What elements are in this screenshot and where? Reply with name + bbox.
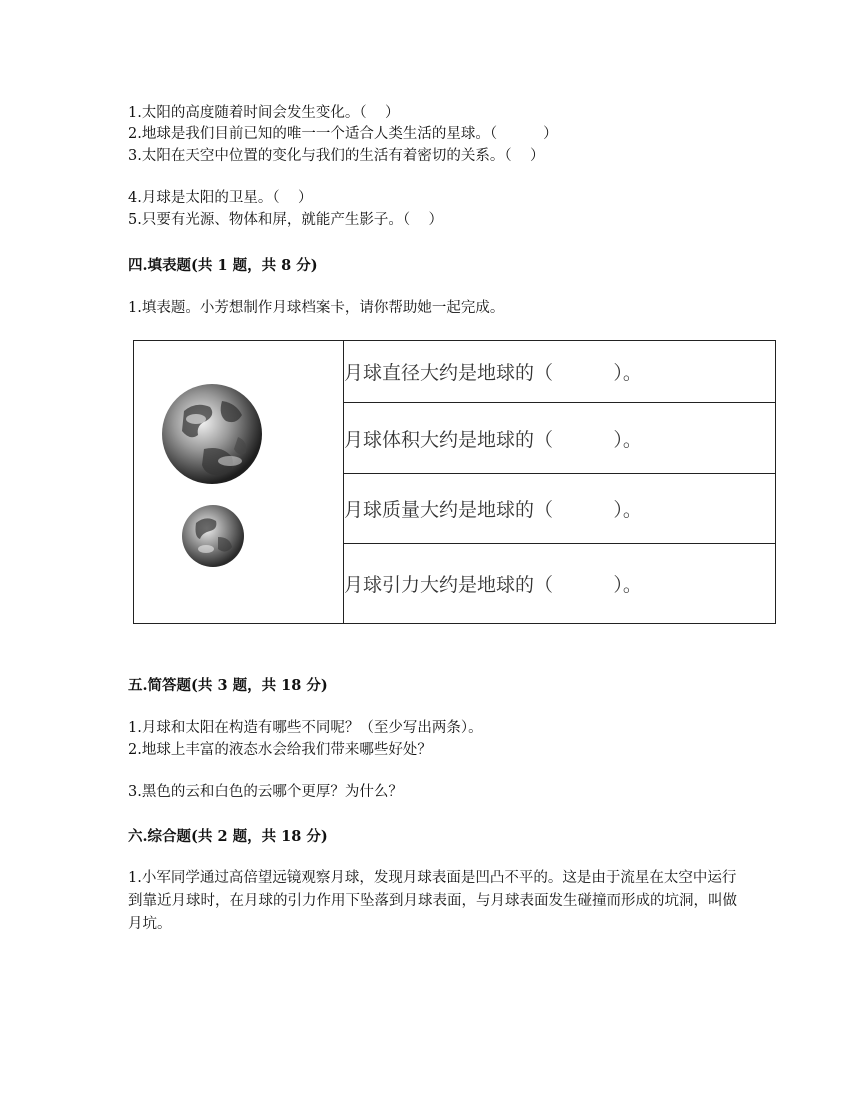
section5-heading: 五.简答题(共 3 题，共 18 分): [128, 677, 328, 694]
moon-volume-row: 月球体积大约是地球的（ ）。: [344, 403, 776, 474]
true-false-item-2: 2.地球是我们目前已知的唯一一个适合人类生活的星球。（ ）: [128, 126, 558, 142]
short-answer-item-3: 3.黑色的云和白色的云哪个更厚？为什么？: [128, 784, 403, 800]
true-false-item-4: 4.月球是太阳的卫星。（ ）: [128, 190, 313, 206]
true-false-item-3: 3.太阳在天空中位置的变化与我们的生活有着密切的关系。（ ）: [128, 148, 545, 164]
moon-earth-illustration: [134, 341, 343, 624]
comprehensive-question-1: 1.小军同学通过高倍望远镜观察月球，发现月球表面是凹凸不平的。这是由于流星在太空中运行到靠近月球时，在月球的引力作用下坠落到月球表面，与月球表面发生碰撞而形成的坑洞，叫做月坑。: [128, 870, 737, 932]
earth-globe-icon: [162, 384, 262, 484]
moon-globe-icon: [182, 505, 244, 567]
section4-question: 1.填表题。小芳想制作月球档案卡，请你帮助她一起完成。: [128, 300, 505, 316]
true-false-item-5: 5.只要有光源、物体和屏，就能产生影子。（ ）: [128, 212, 444, 228]
moon-mass-row: 月球质量大约是地球的（ ）。: [344, 474, 776, 544]
moon-diameter-row: 月球直径大约是地球的（ ）。: [344, 341, 776, 403]
moon-profile-table: [133, 340, 776, 624]
short-answer-item-1: 1.月球和太阳在构造有哪些不同呢？（至少写出两条）。: [128, 720, 483, 736]
moon-gravity-row: 月球引力大约是地球的（ ）。: [344, 544, 776, 624]
earth-moon-image-cell: [134, 341, 344, 624]
true-false-item-1: 1.太阳的高度随着时间会发生变化。（ ）: [128, 105, 400, 121]
section4-heading: 四.填表题(共 1 题，共 8 分): [128, 257, 318, 274]
short-answer-item-2: 2.地球上丰富的液态水会给我们带来哪些好处？: [128, 742, 432, 758]
section6-heading: 六.综合题(共 2 题，共 18 分): [128, 828, 328, 845]
